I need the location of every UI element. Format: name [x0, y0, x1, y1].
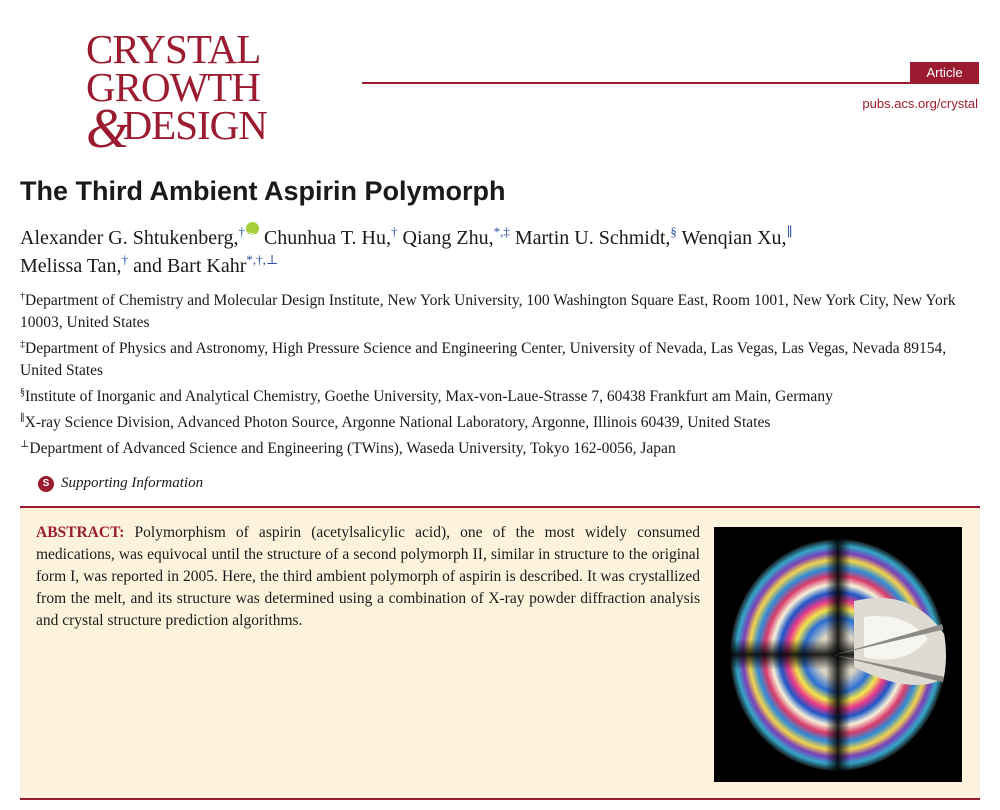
journal-url-link[interactable]: pubs.acs.org/crystal — [862, 96, 978, 111]
author-affil-marks: † — [238, 224, 245, 239]
abstract-label: ABSTRACT: — [36, 524, 125, 541]
supporting-information-link[interactable] — [38, 475, 203, 492]
author-affil-marks: § — [670, 224, 677, 239]
header-rule — [362, 82, 979, 84]
logo-line-design — [86, 98, 301, 160]
affiliation-item — [20, 386, 980, 408]
affiliation-mark: ⊥ — [20, 439, 30, 450]
affiliation-item — [20, 438, 980, 460]
author-affil-marks: *,†,⊥ — [246, 252, 279, 267]
journal-logo — [86, 26, 301, 160]
abstract-text — [36, 522, 700, 632]
author-name[interactable]: Chunhua T. Hu, — [263, 227, 391, 249]
affiliation-list — [20, 290, 980, 464]
affiliation-text: Institute of Inorganic and Analytical Chemistry, Goethe University, Max-von-Laue-Strasse 7, 60438 Frankfurt am Main, Germany — [25, 388, 833, 405]
article-type-badge: Article — [910, 62, 979, 83]
abstract-body: Polymorphism of aspirin (acetylsalicylic acid), one of the most widely consumed medications, was equivocal until the structure of a second polymorph II, similar in structure to the original form I, was reported in 2005. Here, the third ambient polymorph of aspirin is described. It was crystallized from the melt, and its structure was determined using a combination of X-ray powder diffraction analysis and crystal structure prediction algorithms. — [36, 524, 700, 629]
affiliation-text: Department of Physics and Astronomy, High Pressure Science and Engineering Center, University of Nevada, Las Vegas, Las Vegas, Nevada 89154, United States — [20, 340, 947, 379]
logo-line-growth: GROWTH — [86, 64, 260, 110]
author-name[interactable]: Bart Kahr — [166, 255, 247, 277]
logo-design-word: DESIGN — [122, 102, 267, 148]
affiliation-text: X-ray Science Division, Advanced Photon Source, Argonne National Laboratory, Argonne, Illinois 60439, United States — [24, 414, 771, 431]
author-affil-marks: ∥ — [786, 224, 793, 239]
spherulite-image — [714, 527, 962, 782]
affiliation-text: Department of Chemistry and Molecular Design Institute, New York University, 100 Washington Square East, Room 1001, New York City, New York 10003, United States — [20, 292, 956, 331]
affiliation-mark: ‡ — [20, 339, 25, 350]
author-affil-marks: *,‡ — [493, 224, 510, 239]
affiliation-text: Department of Advanced Science and Engineering (TWins), Waseda University, Tokyo 162-0056, Japan — [29, 440, 676, 457]
supporting-info-icon: S — [38, 476, 54, 492]
affiliation-mark: § — [20, 387, 25, 398]
author-name[interactable]: Alexander G. Shtukenberg, — [20, 227, 239, 249]
affiliation-item — [20, 338, 980, 382]
author-name[interactable]: Melissa Tan, — [20, 255, 122, 277]
author-name[interactable]: Qiang Zhu, — [402, 227, 494, 249]
abstract-bottom-rule — [20, 798, 980, 800]
logo-ampersand: & — [86, 98, 129, 160]
affiliation-mark: † — [20, 291, 25, 302]
paper-title: The Third Ambient Aspirin Polymorph — [20, 176, 506, 206]
affiliation-mark: ∥ — [20, 413, 25, 424]
author-conjunction: and — [133, 255, 162, 277]
author-name[interactable]: Wenqian Xu, — [681, 227, 787, 249]
affiliation-item — [20, 412, 980, 434]
logo-line-crystal: CRYSTAL — [86, 26, 261, 72]
author-affil-marks: † — [121, 252, 129, 267]
orcid-icon[interactable] — [246, 222, 259, 235]
author-list — [20, 222, 980, 280]
affiliation-item — [20, 290, 980, 334]
author-affil-marks: † — [391, 224, 398, 239]
author-name[interactable]: Martin U. Schmidt, — [514, 227, 671, 249]
supporting-info-label: Supporting Information — [61, 475, 204, 491]
toc-graphic-polarized-spherulite — [714, 527, 962, 782]
